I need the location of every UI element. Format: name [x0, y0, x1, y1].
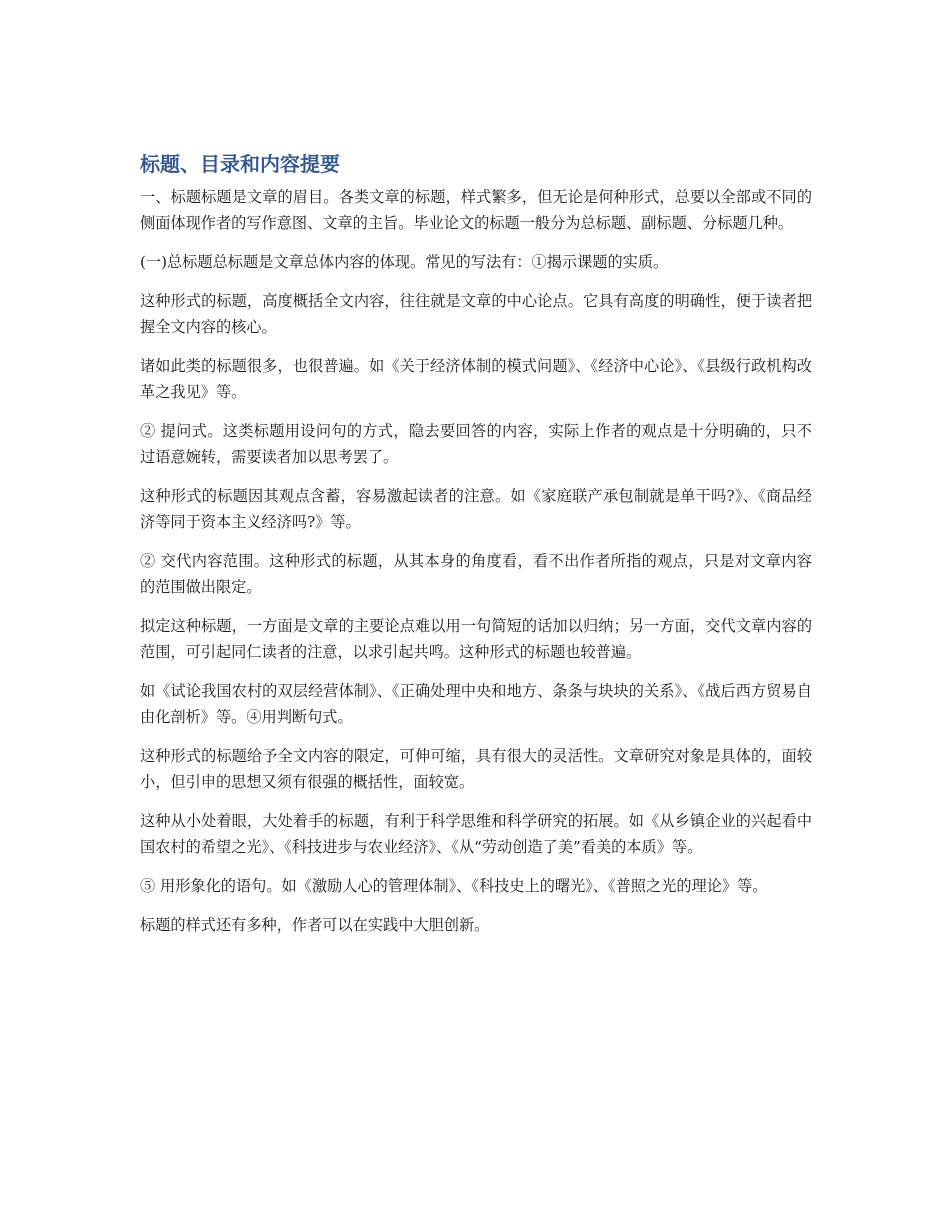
paragraph-8: 拟定这种标题，一方面是文章的主要论点难以用一句简短的话加以归纳；另一方面，交代文章内容的范围，可引起同仁读者的注意，以求引起共鸣。这种形式的标题也较普遍。 — [140, 617, 812, 661]
paragraph-1: 一、标题标题是文章的眉目。各类文章的标题，样式繁多，但无论是何种形式，总要以全部或不同的侧面体现作者的写作意图、文章的主旨。毕业论文的标题一般分为总标题、副标题、分标题几种。 — [140, 188, 812, 232]
paragraph-3: 这种形式的标题，高度概括全文内容，往往就是文章的中心论点。它具有高度的明确性，便于读者把握全文内容的核心。 — [140, 292, 812, 336]
paragraph-12: ⑤ 用形象化的语句。如《激励人心的管理体制》、《科技史上的曙光》、《普照之光的理论》等。 — [140, 877, 768, 895]
paragraph-5: ② 提问式。这类标题用设问句的方式，隐去要回答的内容，实际上作者的观点是十分明确的，只不过语意婉转，需要读者加以思考罢了。 — [140, 422, 812, 466]
paragraph-11: 这种从小处着眼，大处着手的标题，有利于科学思维和科学研究的拓展。如《从乡镇企业的兴起看中国农村的希望之光》、《科技进步与农业经济》、《从“劳动创造了美”看美的本质》等。 — [140, 812, 812, 856]
paragraph-10: 这种形式的标题给予全文内容的限定，可伸可缩，具有很大的灵活性。文章研究对象是具体的，面较小，但引申的思想又须有很强的概括性，面较宽。 — [140, 747, 812, 791]
paragraph-6: 这种形式的标题因其观点含蓄，容易激起读者的注意。如《家庭联产承包制就是单干吗?》、《商品经济等同于资本主义经济吗?》等。 — [140, 487, 812, 531]
paragraph-13: 标题的样式还有多种，作者可以在实践中大胆创新。 — [140, 916, 490, 934]
document-page — [140, 150, 812, 951]
paragraph-4: 诸如此类的标题很多，也很普遍。如《关于经济体制的模式问题》、《经济中心论》、《县级行政机构改革之我见》等。 — [140, 357, 812, 401]
document-title: 标题、目录和内容提要 — [140, 152, 340, 176]
paragraph-7: ② 交代内容范围。这种形式的标题，从其本身的角度看，看不出作者所指的观点，只是对文章内容的范围做出限定。 — [140, 552, 812, 596]
paragraph-2: (一)总标题总标题是文章总体内容的体现。常见的写法有：①揭示课题的实质。 — [140, 253, 669, 271]
paragraph-9: 如《试论我国农村的双层经营体制》、《正确处理中央和地方、条条与块块的关系》、《战后西方贸易自由化剖析》等。④用判断句式。 — [140, 682, 812, 726]
